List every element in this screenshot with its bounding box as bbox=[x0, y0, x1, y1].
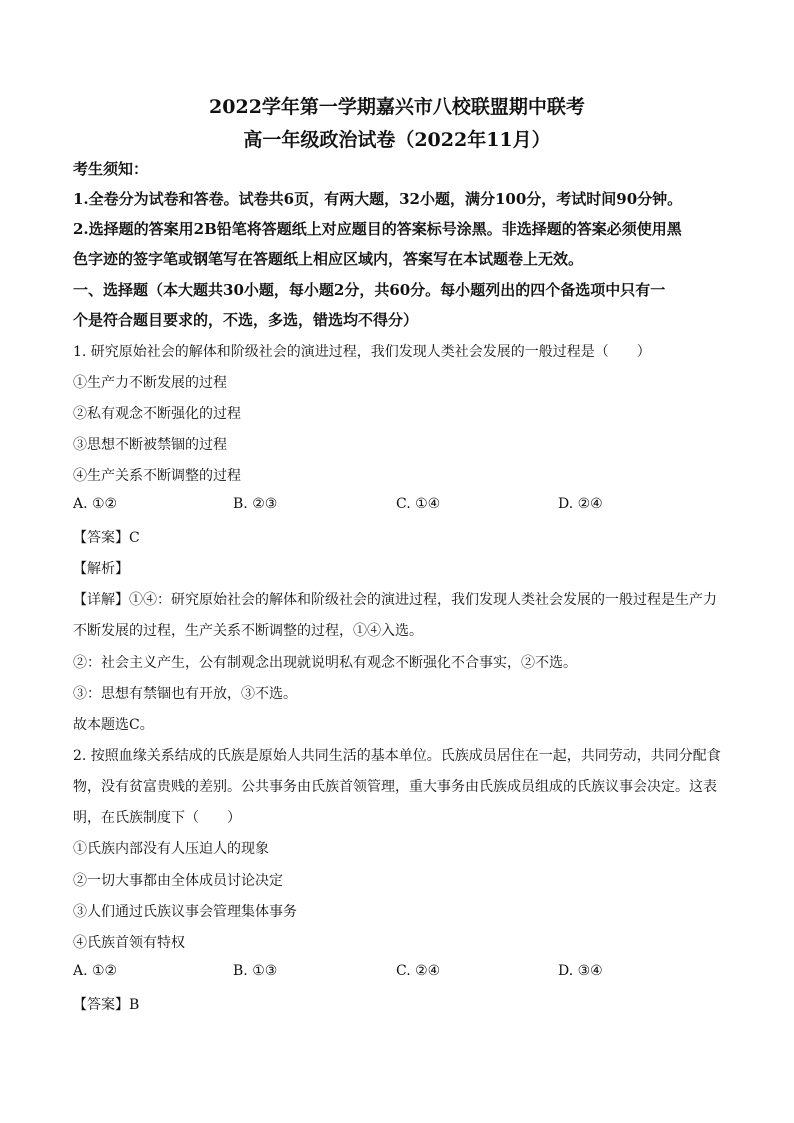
exam-subtitle: 高一年级政治试卷（2022年11月） bbox=[243, 129, 551, 151]
q1-option-b: B. ②③ bbox=[233, 496, 278, 512]
q2-stem: 2. 按照血缘关系结成的氏族是原始人共同生活的基本单位。氏族成员居住在一起，共同劳动，共同分配食 bbox=[73, 748, 721, 764]
notice-heading: 考生须知： bbox=[73, 160, 149, 178]
q1-option-d: D. ②④ bbox=[558, 496, 603, 512]
q2-item-3: ③人们通过氏族议事会管理集体事务 bbox=[73, 904, 297, 920]
q2-option-d: D. ③④ bbox=[558, 963, 603, 979]
section-heading: 一、选择题（本大题共30小题，每小题2分，共60分。每小题列出的四个备选项中只有一 bbox=[73, 281, 666, 299]
q2-option-c: C. ②④ bbox=[396, 963, 441, 979]
section-heading-cont: 个是符合题目要求的，不选，多选，错选均不得分） bbox=[73, 311, 419, 329]
notice-item-2-cont: 色字迹的签字笔或钢笔写在答题纸上相应区域内，答案写在本试题卷上无效。 bbox=[73, 250, 584, 268]
notice-item-2: 2.选择题的答案用2B铅笔将答题纸上对应题目的答案标号涂黑。非选择题的答案必须使用黑 bbox=[73, 220, 682, 238]
q1-detail: 【详解】①④：研究原始社会的解体和阶级社会的演进过程，我们发现人类社会发展的一般过程是生产力 bbox=[73, 592, 717, 608]
q2-item-2: ②一切大事都由全体成员讨论决定 bbox=[73, 873, 283, 889]
q2-stem-cont-2: 明，在氏族制度下（ ） bbox=[73, 810, 241, 826]
q2-item-4: ④氏族首领有特权 bbox=[73, 935, 185, 951]
q2-option-b: B. ①③ bbox=[233, 963, 278, 979]
q1-answer: 【答案】C bbox=[73, 530, 140, 546]
q1-detail-cont: 不断发展的过程，生产关系不断调整的过程，①④入选。 bbox=[73, 623, 423, 639]
q1-stem: 1. 研究原始社会的解体和阶级社会的演进过程，我们发现人类社会发展的一般过程是（ ） bbox=[73, 344, 651, 360]
q2-item-1: ①氏族内部没有人压迫人的现象 bbox=[73, 841, 269, 857]
notice-item-1: 1.全卷分为试卷和答卷。试卷共6页，有两大题，32小题，满分100分，考试时间90分钟。 bbox=[73, 190, 683, 208]
q1-item-3: ③思想不断被禁锢的过程 bbox=[73, 437, 227, 453]
q1-option-c: C. ①④ bbox=[396, 496, 441, 512]
q1-detail-item-2: ②：社会主义产生，公有制观念出现就说明私有观念不断强化不合事实，②不选。 bbox=[73, 655, 577, 671]
q1-option-a: A. ①② bbox=[73, 496, 118, 512]
q1-detail-item-3: ③：思想有禁锢也有开放，③不选。 bbox=[73, 686, 297, 702]
exam-title: 2022学年第一学期嘉兴市八校联盟期中联考 bbox=[209, 96, 585, 118]
q1-item-2: ②私有观念不断强化的过程 bbox=[73, 406, 241, 422]
q2-stem-cont-1: 物，没有贫富贵贱的差别。公共事务由氏族首领管理，重大事务由氏族成员组成的氏族议事会决定。这表 bbox=[73, 779, 717, 795]
q1-conclusion: 故本题选C。 bbox=[73, 717, 154, 733]
q1-analysis-label: 【解析】 bbox=[73, 561, 129, 577]
q1-item-1: ①生产力不断发展的过程 bbox=[73, 375, 227, 391]
q1-item-4: ④生产关系不断调整的过程 bbox=[73, 468, 241, 484]
q2-answer: 【答案】B bbox=[73, 997, 140, 1013]
q2-option-a: A. ①② bbox=[73, 963, 118, 979]
